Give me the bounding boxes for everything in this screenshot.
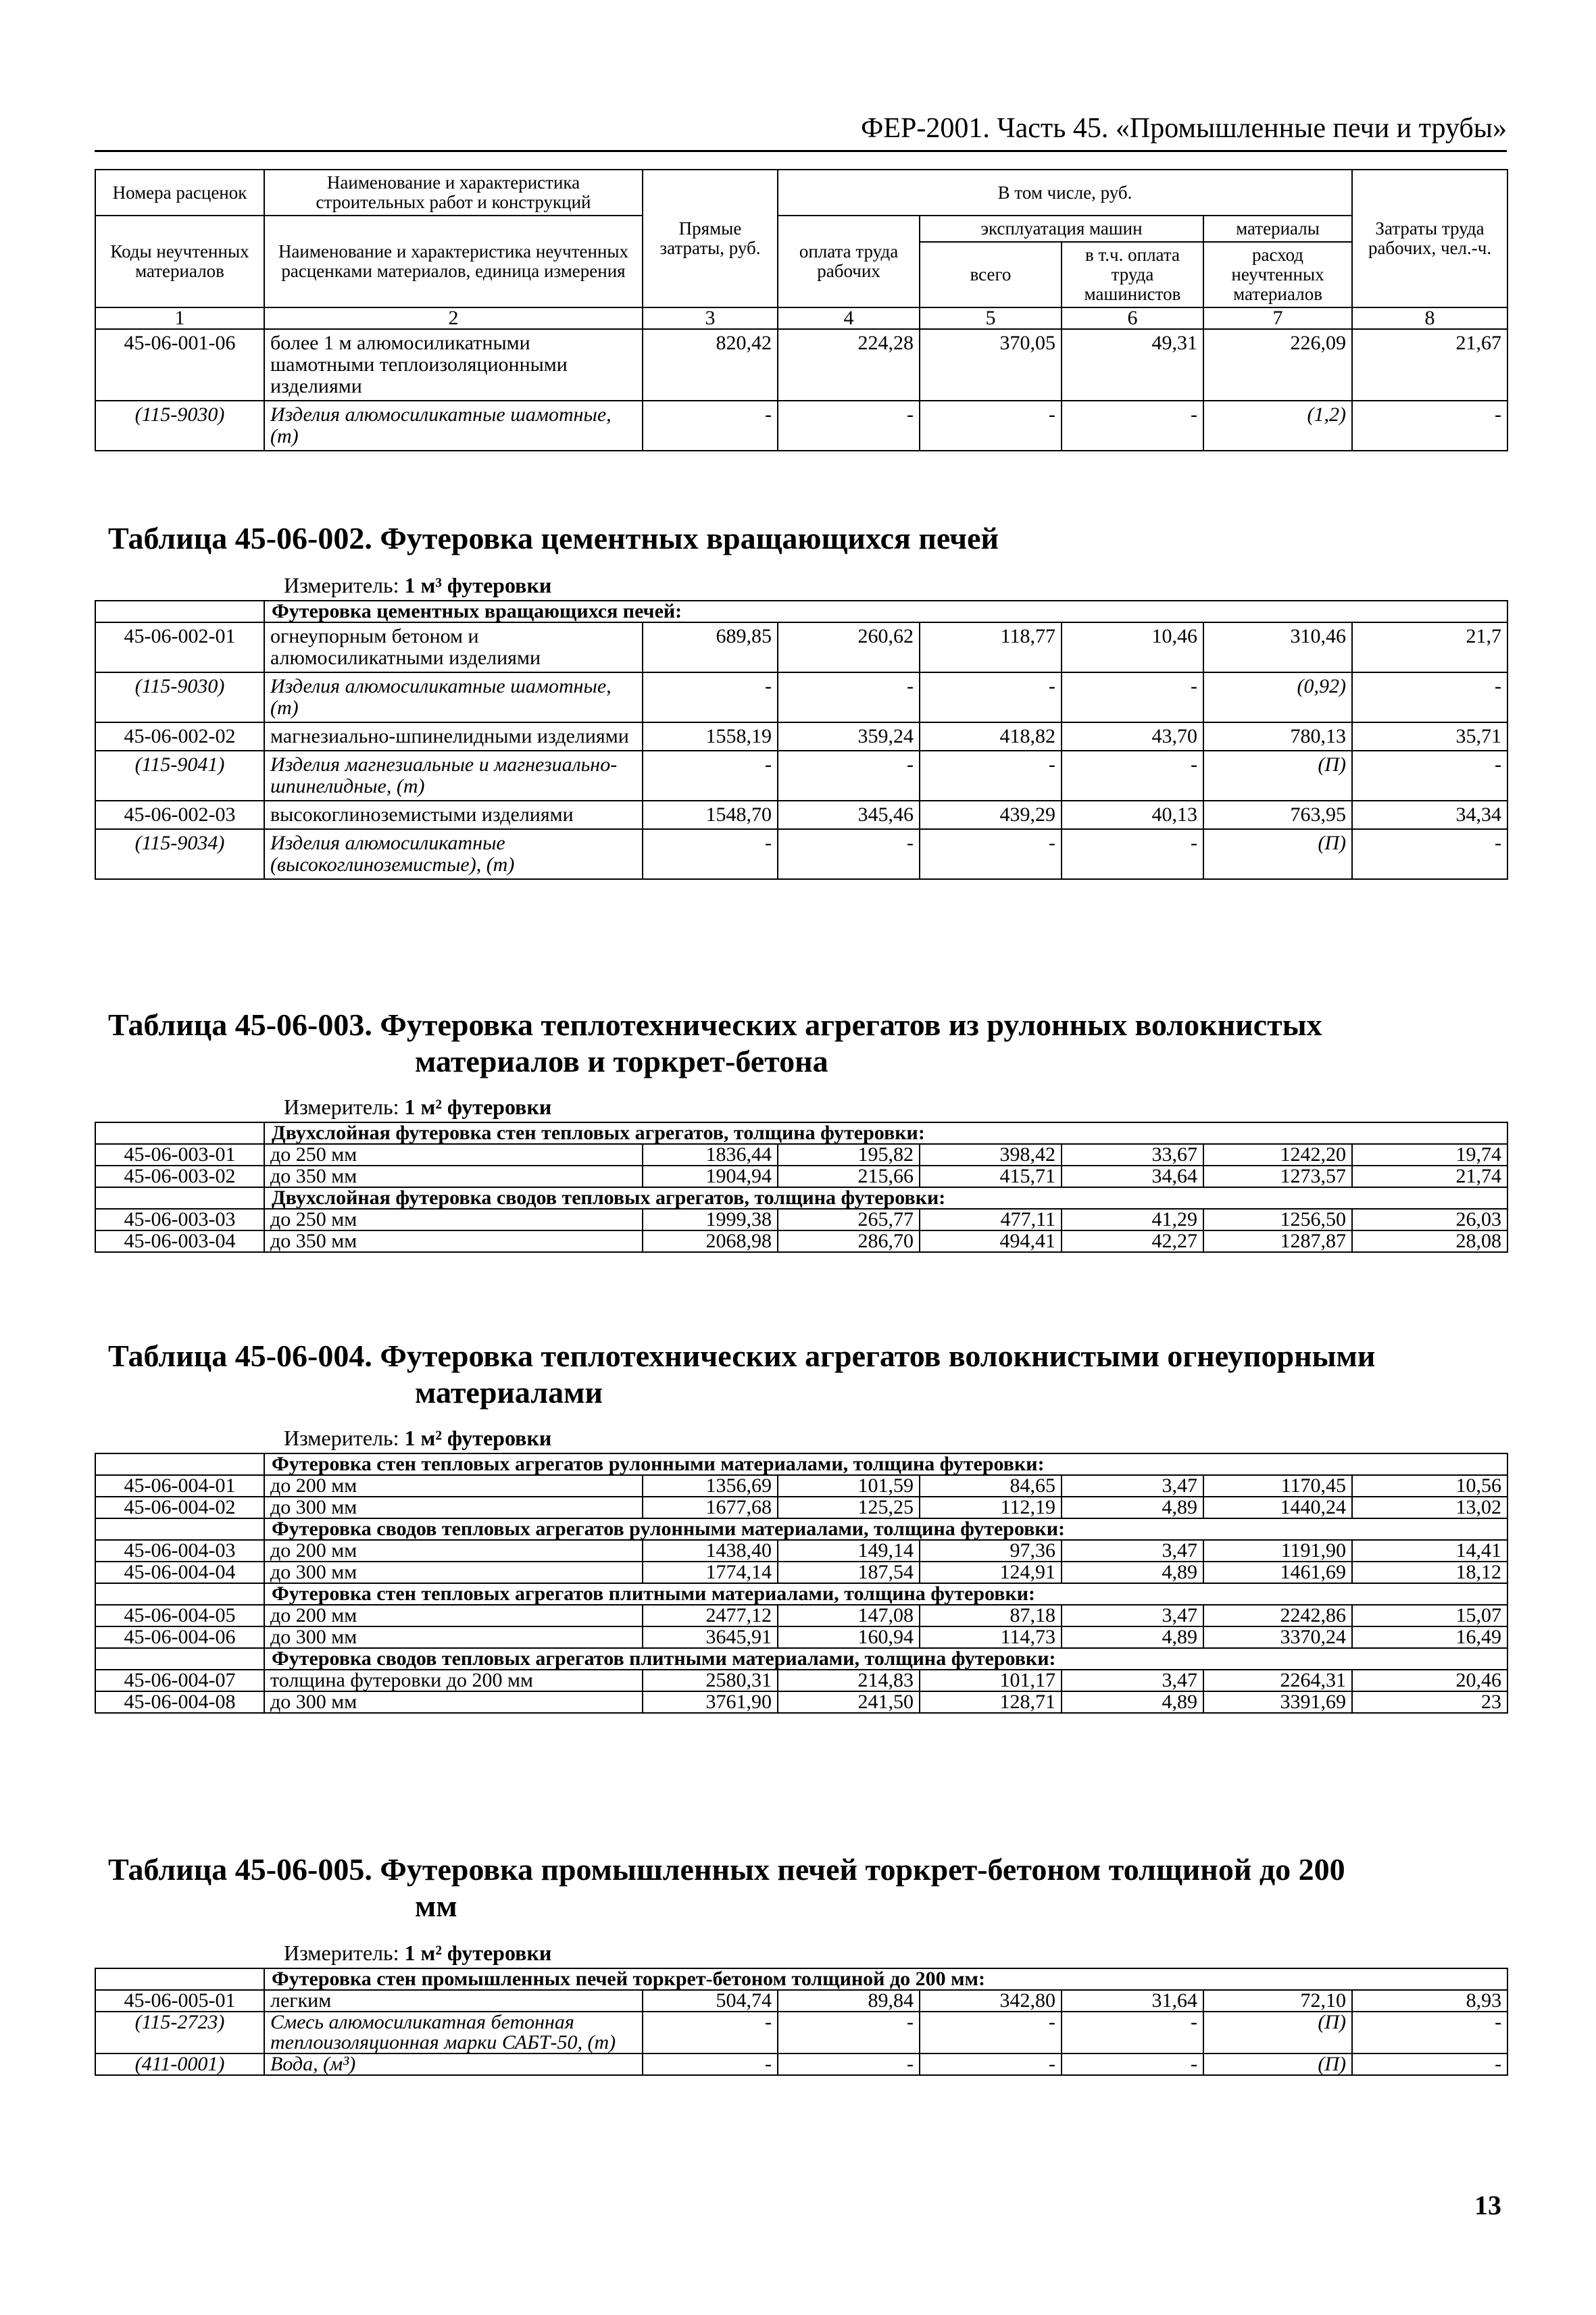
running-header: ФЕР-2001. Часть 45. «Промышленные печи и трубы»	[95, 114, 1507, 152]
table-row: (115-9030) Изделия алюмосиликатные шамотные, (т) - - - - (1,2) -	[95, 401, 1507, 451]
table-row: 45-06-004-05 до 200 мм 2477,12 147,08 87,18 3,47 2242,86 15,07	[95, 1605, 1507, 1626]
section-heading: Футеровка сводов тепловых агрегатов плитными материалами, толщина футеровки:	[264, 1648, 1507, 1670]
table-row: (115-2723) Смесь алюмосиликатная бетонная теплоизоляционная марки САБТ-50, (т) - - - - (П) -	[95, 2012, 1507, 2053]
table-title-002: Таблица 45-06-002. Футеровка цементных вращающихся печей	[108, 521, 999, 555]
table-row: 45-06-001-06 более 1 м алюмосиликатными шамотными теплоизоляционными изделиями 820,42 224,28 370,05 49,31 226,09 21,67	[95, 329, 1507, 401]
table-row: 45-06-002-02 магнезиально-шпинелидными изделиями 1558,19 359,24 418,82 43,70 780,13 35,71	[95, 722, 1507, 751]
section-heading: Футеровка стен тепловых агрегатов плитными материалами, толщина футеровки:	[264, 1583, 1507, 1605]
col-header-work-name: Наименование и характеристика строительных работ и конструкций	[264, 170, 643, 216]
table-row: 45-06-004-07 толщина футеровки до 200 мм 2580,31 214,83 101,17 3,47 2264,31 20,46	[95, 1670, 1507, 1691]
table-row: 45-06-004-01 до 200 мм 1356,69 101,59 84,65 3,47 1170,45 10,56	[95, 1475, 1507, 1497]
section-heading: Футеровка стен промышленных печей торкрет-бетоном толщиной до 200 мм:	[264, 1968, 1507, 1990]
section-heading: Двухслойная футеровка сводов тепловых агрегатов, толщина футеровки:	[264, 1187, 1507, 1209]
table-unit-005: Измеритель: 1 м² футеровки	[284, 1941, 552, 1965]
col-header-including-group: В том числе, руб.	[778, 170, 1352, 216]
table-unit-004: Измеритель: 1 м² футеровки	[284, 1426, 552, 1450]
table-row: 45-06-004-03 до 200 мм 1438,40 149,14 97,36 3,47 1191,90 14,41	[95, 1540, 1507, 1562]
col-header-operator-pay: в т.ч. оплата труда машинистов	[1062, 242, 1203, 307]
rates-table-001	[95, 169, 1508, 451]
table-row: 45-06-003-04 до 350 мм 2068,98 286,70 494,41 42,27 1287,87 28,08	[95, 1230, 1507, 1252]
rates-table-005	[95, 1968, 1508, 2076]
page-number: 13	[1474, 2190, 1501, 2220]
rates-table-004	[95, 1453, 1508, 1714]
col-header-materials-group: материалы	[1203, 216, 1352, 242]
table-row: (411-0001) Вода, (м³) - - - - (П) -	[95, 2053, 1507, 2075]
section-heading: Двухслойная футеровка стен тепловых агрегатов, толщина футеровки:	[264, 1122, 1507, 1144]
table-unit-002: Измеритель: 1 м³ футеровки	[284, 573, 552, 597]
table-row: 45-06-003-01 до 250 мм 1836,44 195,82 398,42 33,67 1242,20 19,74	[95, 1144, 1507, 1166]
table-row: 45-06-002-03 высокоглиноземистыми изделиями 1548,70 345,46 439,29 40,13 763,95 34,34	[95, 801, 1507, 829]
table-row: (115-9030) Изделия алюмосиликатные шамотные, (т) - - - - (0,92) -	[95, 672, 1507, 722]
col-header-machines-group: эксплуатация машин	[920, 216, 1203, 242]
col-number-4: 4	[778, 307, 920, 329]
table-row: 45-06-004-06 до 300 мм 3645,91 160,94 114,73 4,89 3370,24 16,49	[95, 1626, 1507, 1648]
col-header-rate-numbers: Номера расценок	[95, 170, 264, 216]
col-header-material-name: Наименование и характеристика неучтенных расценками материалов, единица измерения	[264, 216, 643, 307]
table-title-004: Таблица 45-06-004. Футеровка теплотехнических агрегатов волокнистыми огнеупорными материалами	[108, 1339, 1376, 1410]
table-row: 45-06-004-02 до 300 мм 1677,68 125,25 112,19 4,89 1440,24 13,02	[95, 1497, 1507, 1518]
table-row: 45-06-004-08 до 300 мм 3761,90 241,50 128,71 4,89 3391,69 23	[95, 1691, 1507, 1713]
table-row: 45-06-003-02 до 350 мм 1904,94 215,66 415,71 34,64 1273,57 21,74	[95, 1166, 1507, 1187]
table-row: 45-06-002-01 огнеупорным бетоном и алюмосиликатными изделиями 689,85 260,62 118,77 10,46 310,46 21,7	[95, 622, 1507, 672]
col-header-material-codes: Коды неучтенных материалов	[95, 216, 264, 307]
col-number-6: 6	[1062, 307, 1203, 329]
col-header-machines-total: всего	[920, 242, 1062, 307]
table-unit-003: Измеритель: 1 м² футеровки	[284, 1095, 552, 1119]
rates-table-002	[95, 600, 1508, 880]
table-row: (115-9041) Изделия магнезиальные и магнезиально-шпинелидные, (т) - - - - (П) -	[95, 751, 1507, 801]
col-header-direct-costs: Прямые затраты, руб.	[643, 170, 778, 307]
col-number-7: 7	[1203, 307, 1352, 329]
table-title-005: Таблица 45-06-005. Футеровка промышленных печей торкрет-бетоном толщиной до 200 мм	[108, 1852, 1345, 1923]
col-number-5: 5	[920, 307, 1062, 329]
col-number-1: 1	[95, 307, 264, 329]
table-row: (115-9034) Изделия алюмосиликатные (высокоглиноземистые), (т) - - - - (П) -	[95, 829, 1507, 879]
table-title-003: Таблица 45-06-003. Футеровка теплотехнических агрегатов из рулонных волокнистых материалов и торкрет-бетона	[108, 1007, 1322, 1078]
col-number-8: 8	[1352, 307, 1507, 329]
col-number-2: 2	[264, 307, 643, 329]
table-row: 45-06-004-04 до 300 мм 1774,14 187,54 124,91 4,89 1461,69 18,12	[95, 1562, 1507, 1583]
table-row: 45-06-003-03 до 250 мм 1999,38 265,77 477,11 41,29 1256,50 26,03	[95, 1209, 1507, 1230]
section-heading: Футеровка стен тепловых агрегатов рулонными материалами, толщина футеровки:	[264, 1453, 1507, 1475]
section-heading: Футеровка сводов тепловых агрегатов рулонными материалами, толщина футеровки:	[264, 1518, 1507, 1540]
col-number-3: 3	[643, 307, 778, 329]
table-row: 45-06-005-01 легким 504,74 89,84 342,80 31,64 72,10 8,93	[95, 1990, 1507, 2012]
col-header-worker-pay: оплата труда рабочих	[778, 216, 920, 307]
col-header-labor-costs: Затраты труда рабочих, чел.-ч.	[1352, 170, 1507, 307]
rates-table-003	[95, 1122, 1508, 1253]
col-header-material-consumption: расход неучтенных материалов	[1203, 242, 1352, 307]
section-heading: Футеровка цементных вращающихся печей:	[264, 601, 1507, 622]
